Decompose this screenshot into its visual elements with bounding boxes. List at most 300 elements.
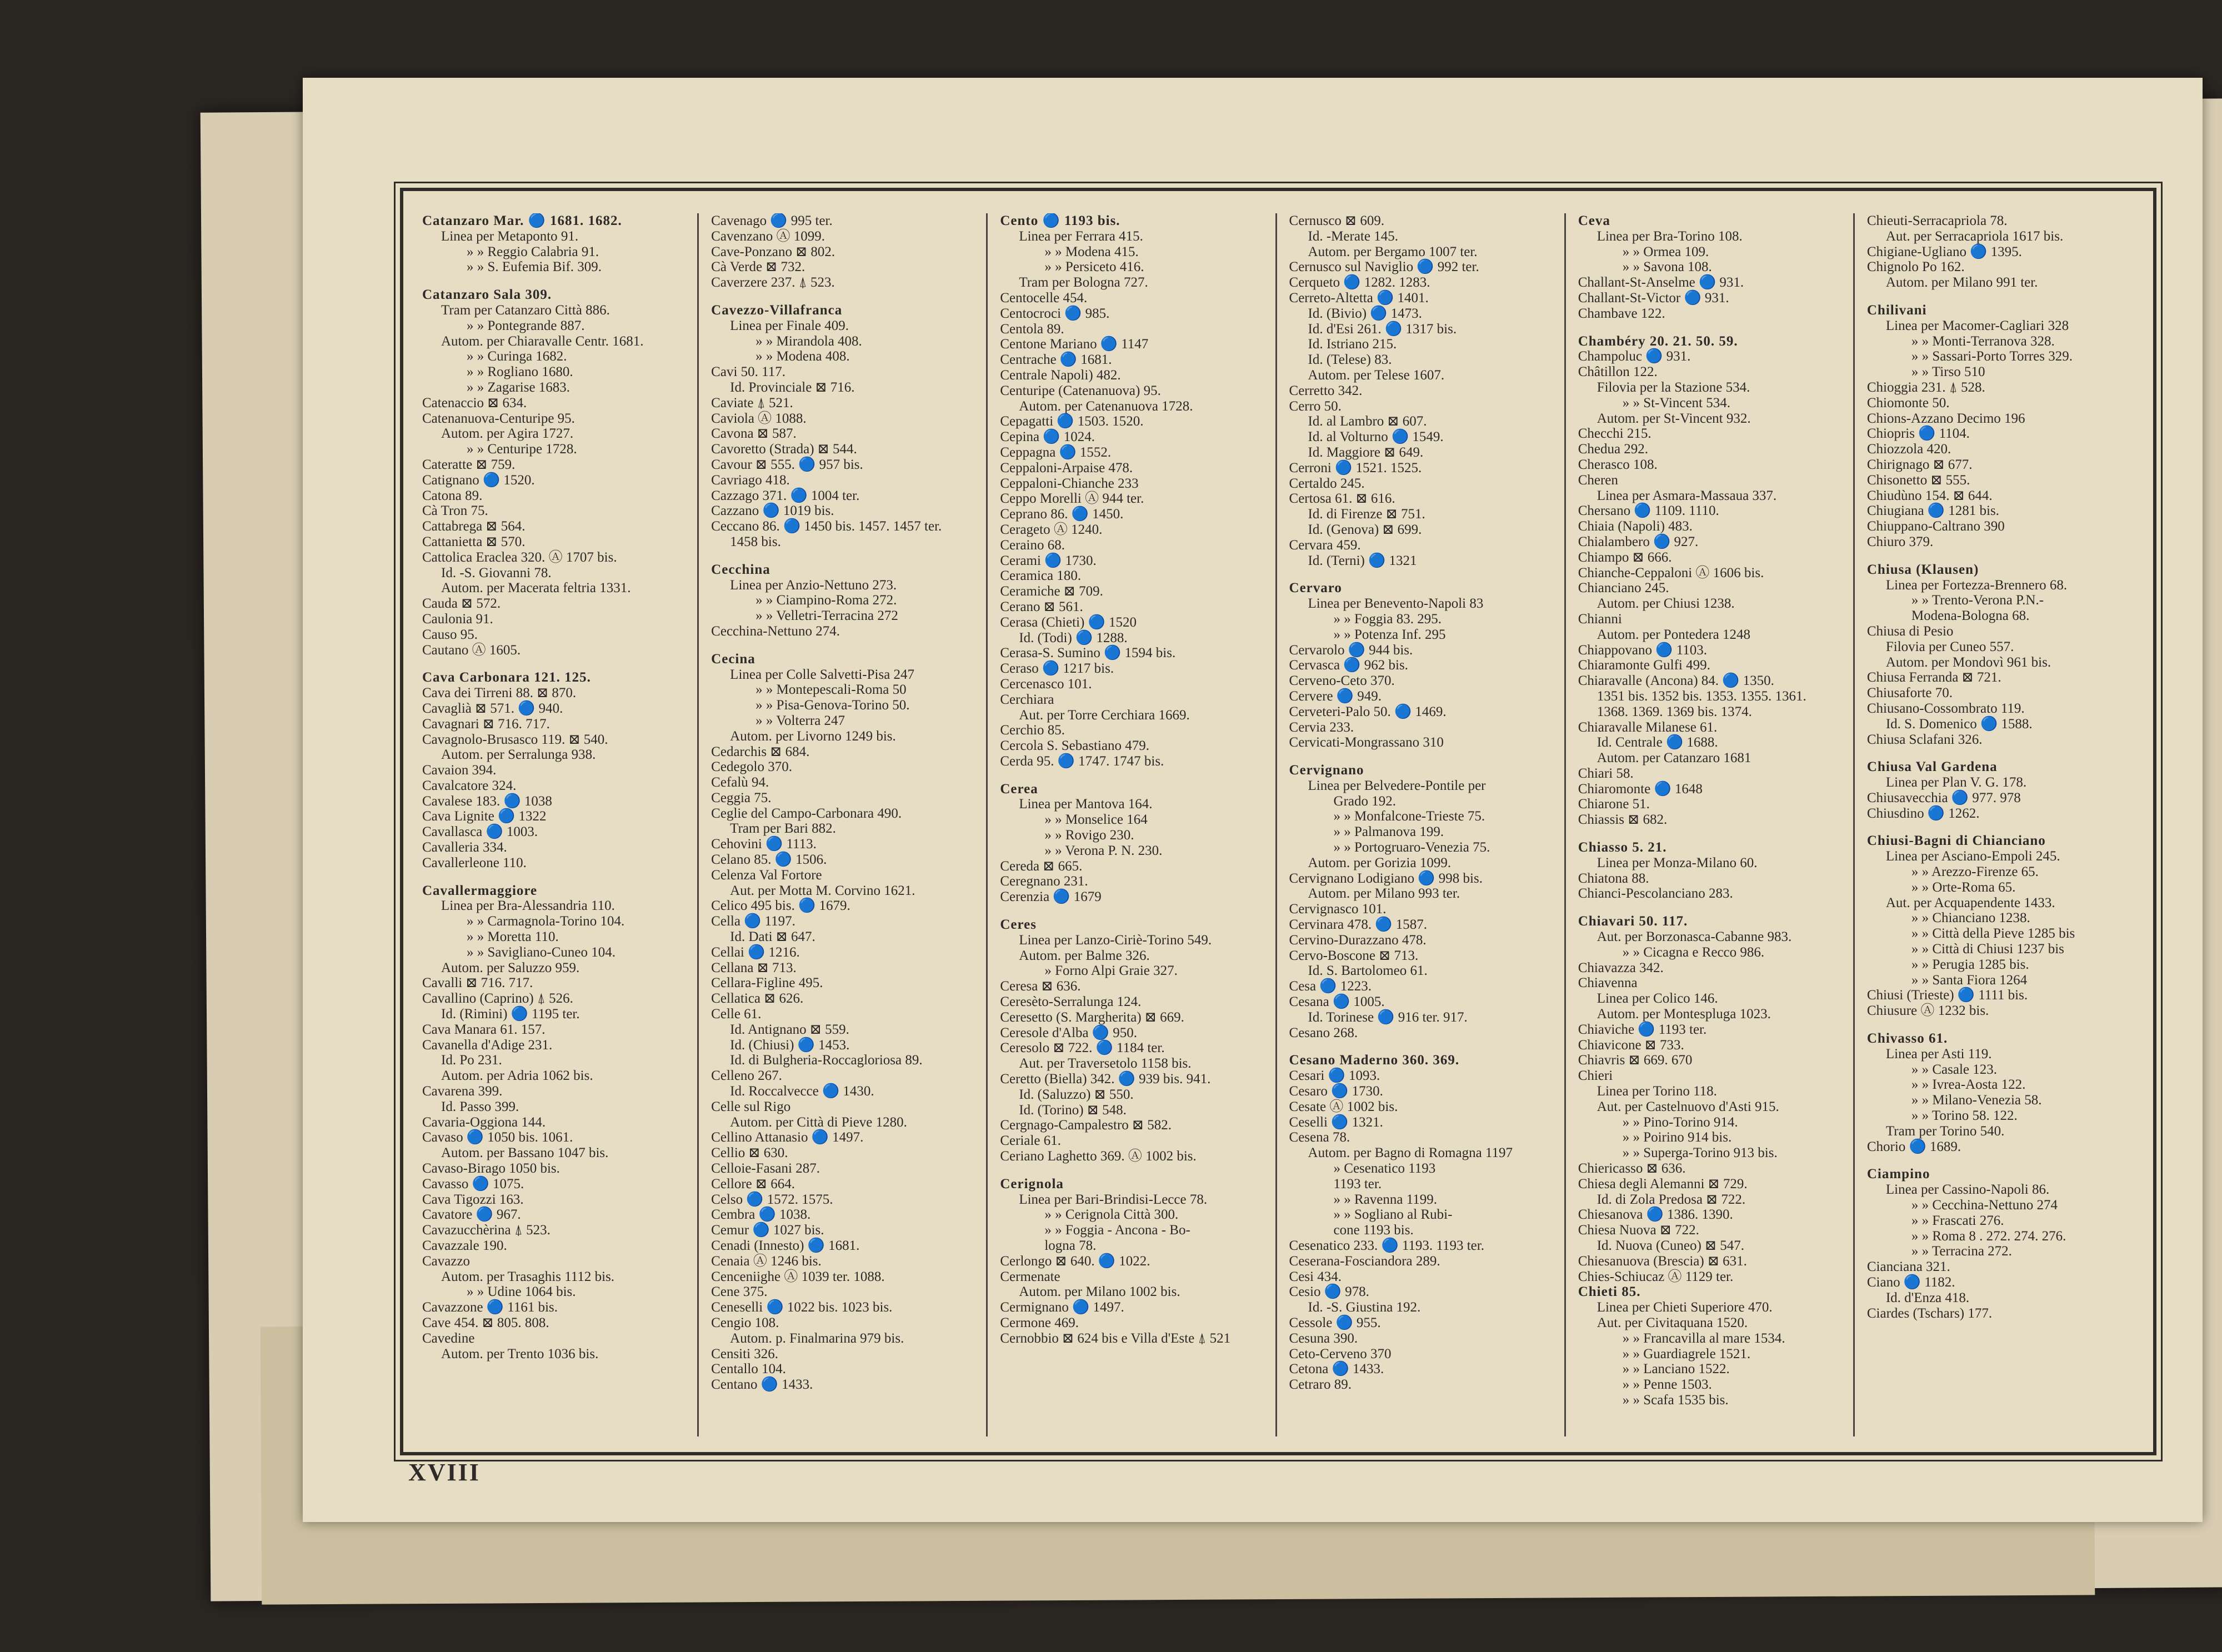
index-entry: Linea per Plan V. G. 178. <box>1885 775 2027 790</box>
index-entry: Cà Verde ⊠ 732. <box>711 259 805 275</box>
index-entry: Cermenate <box>1000 1269 1060 1284</box>
index-entry: Id. Po 231. <box>441 1053 502 1068</box>
index-entry: » » Persiceto 416. <box>1044 259 1144 275</box>
index-entry: Cavaso-Birago 1050 bis. <box>422 1161 560 1177</box>
index-entry: Linea per Bra-Torino 108. <box>1597 228 1743 244</box>
index-entry: Tram per Torino 540. <box>1885 1123 2005 1139</box>
index-entry: Cesari 🔵 1093. <box>1289 1068 1380 1084</box>
index-entry: Id. -S. Giustina 192. <box>1308 1300 1421 1315</box>
index-entry: » » Monti-Terranova 328. <box>1911 333 2055 349</box>
index-entry: » » Volterra 247 <box>755 713 845 728</box>
station-heading: Cento 🔵 1193 bis. <box>1000 213 1120 228</box>
index-entry: Cervara 459. <box>1289 537 1361 553</box>
index-entry: Cervia 233. <box>1289 719 1354 735</box>
index-entry: » » Pisa-Genova-Torino 50. <box>755 698 910 713</box>
index-entry: Cemur 🔵 1027 bis. <box>711 1223 824 1238</box>
index-entry: Autom. per Chiaravalle Centr. 1681. <box>441 333 644 349</box>
index-entry: » » Lanciano 1522. <box>1622 1361 1730 1377</box>
index-entry: » » Penne 1503. <box>1622 1377 1712 1393</box>
station-heading: Catanzaro Mar. 🔵 1681. 1682. <box>422 213 622 228</box>
index-entry: Chiudùno 154. ⊠ 644. <box>1866 488 1993 503</box>
index-entry: Cervere 🔵 949. <box>1289 688 1382 704</box>
index-entry: Autom. per Milano 993 ter. <box>1308 886 1460 902</box>
index-entry: Cavalli ⊠ 716. 717. <box>422 975 533 991</box>
index-entry: Cesana 🔵 1005. <box>1289 994 1385 1010</box>
index-entry: Cavenago 🔵 995 ter. <box>711 213 833 228</box>
index-entry: Cattanietta ⊠ 570. <box>422 534 526 549</box>
index-entry: Chianci-Pescolanciano 283. <box>1578 886 1733 902</box>
index-entry: Autom. per Chiusi 1238. <box>1597 596 1735 612</box>
index-entry: Cerchiara <box>1000 692 1054 707</box>
index-entry: Cellio ⊠ 630. <box>711 1145 788 1161</box>
index-entry: Autom. per Montespluga 1023. <box>1597 1007 1771 1022</box>
index-entry: » » Arezzo-Firenze 65. <box>1911 864 2039 880</box>
index-entry: Cerasa (Chieti) 🔵 1520 <box>1000 614 1137 630</box>
station-heading: Ceres <box>1000 917 1037 933</box>
index-entry: Id. (Todi) 🔵 1288. <box>1019 630 1128 645</box>
index-entry: Celso 🔵 1572. 1575. <box>711 1192 833 1207</box>
index-entry: Id. Maggiore ⊠ 649. <box>1308 444 1424 460</box>
spacer <box>1867 821 2135 833</box>
index-entry: Linea per Asciano-Empoli 245. <box>1885 849 2060 864</box>
index-entry: » » Pontegrande 887. <box>467 318 585 333</box>
index-entry: Aut. per Motta M. Corvino 1621. <box>730 883 915 898</box>
index-entry: Cavalese 183. 🔵 1038 <box>422 793 552 809</box>
index-entry: Cerchio 85. <box>1000 723 1065 738</box>
index-entry: Aut. per Serracapriola 1617 bis. <box>1885 228 2064 244</box>
index-entry: » » Sogliano al Rubi- <box>1333 1207 1453 1223</box>
index-entry: » » Francavilla al mare 1534. <box>1622 1330 1785 1346</box>
index-entry: » » Milano-Venezia 58. <box>1911 1093 2042 1108</box>
index-entry: Ceto-Cerveno 370 <box>1289 1346 1392 1361</box>
index-entry: Filovia per la Stazione 534. <box>1597 379 1750 395</box>
index-entry: Cavallerleone 110. <box>422 855 527 870</box>
index-entry: Autom. per Pontedera 1248 <box>1597 627 1751 642</box>
index-entry: Autom. p. Finalmarina 979 bis. <box>730 1330 904 1346</box>
index-entry: Id. al Volturno 🔵 1549. <box>1308 429 1444 445</box>
index-entry: Chiugiana 🔵 1281 bis. <box>1866 503 1999 519</box>
station-heading: Chivasso 61. <box>1866 1031 1948 1047</box>
station-heading: Catanzaro Sala 309. <box>422 287 552 303</box>
index-entry: Catenaccio ⊠ 634. <box>422 395 527 411</box>
timetable-page <box>303 78 2203 1522</box>
index-frame <box>400 188 2156 1455</box>
index-entry: Chialambero 🔵 927. <box>1578 534 1699 549</box>
index-column-5 <box>1578 213 1855 1436</box>
index-entry: Id. al Lambro ⊠ 607. <box>1308 414 1427 429</box>
index-entry: Chiusa Ferranda ⊠ 721. <box>1866 670 2001 685</box>
index-entry: Id. (Bivio) 🔵 1473. <box>1308 306 1422 321</box>
index-entry: Autom. per Balme 326. <box>1019 948 1150 963</box>
index-entry: Cellore ⊠ 664. <box>711 1176 795 1192</box>
index-entry: Cervarolo 🔵 944 bis. <box>1289 642 1413 658</box>
index-entry: Linea per Asti 119. <box>1885 1046 1992 1062</box>
spacer <box>1867 1154 2135 1167</box>
index-entry: Ceprano 86. 🔵 1450. <box>1000 507 1124 522</box>
index-entry: Cavaion 394. <box>422 763 497 778</box>
index-entry: 1368. 1369. 1369 bis. 1374. <box>1597 704 1752 719</box>
index-entry: Cervignasco 101. <box>1289 902 1387 917</box>
index-entry: Id. Istriano 215. <box>1308 337 1397 352</box>
index-entry: Linea per Lanzo-Ciriè-Torino 549. <box>1019 932 1212 948</box>
index-entry: Cernusco ⊠ 609. <box>1289 213 1385 228</box>
index-entry: Aut. per Torre Cerchiara 1669. <box>1019 707 1190 723</box>
index-entry: » » Santa Fiora 1264 <box>1911 972 2028 988</box>
index-entry: Id. (Telese) 83. <box>1308 352 1392 368</box>
index-entry: Chiesanuova (Brescia) ⊠ 631. <box>1578 1253 1747 1269</box>
index-entry: » » S. Eufemia Bif. 309. <box>467 259 602 275</box>
index-entry: Chignolo Po 162. <box>1866 259 1965 275</box>
index-entry: Chiusavecchia 🔵 977. 978 <box>1866 790 2021 805</box>
index-entry: » » Modena 408. <box>755 349 850 364</box>
index-entry: Cavazzo <box>422 1253 471 1269</box>
spacer <box>1578 902 1846 914</box>
index-entry: Celle 61. <box>711 1007 762 1022</box>
index-entry: Id. -S. Giovanni 78. <box>441 565 552 580</box>
index-entry: Cesenatico 233. 🔵 1193. 1193 ter. <box>1289 1238 1484 1253</box>
index-entry: Caviate ⍋ 521. <box>711 395 793 411</box>
index-entry: Cave 454. ⊠ 805. 808. <box>422 1315 549 1330</box>
index-entry: » » Sassari-Porto Torres 329. <box>1911 349 2073 364</box>
index-entry: Linea per Bra-Alessandria 110. <box>441 898 615 914</box>
index-entry: Celico 495 bis. 🔵 1679. <box>711 898 850 914</box>
index-entry: » » Zagarise 1683. <box>467 379 570 395</box>
index-entry: » » Modena 415. <box>1044 244 1139 259</box>
index-entry: » » Torino 58. 122. <box>1911 1108 2018 1124</box>
spacer <box>1289 1040 1558 1053</box>
index-entry: » » Savona 108. <box>1622 259 1712 275</box>
station-heading: Cecchina <box>711 562 770 577</box>
index-entry: » » Monfalcone-Trieste 75. <box>1333 809 1485 824</box>
index-entry: Id. S. Domenico 🔵 1588. <box>1885 716 2033 732</box>
index-entry: Cavaglià ⊠ 571. 🔵 940. <box>422 700 563 716</box>
index-entry: » » Terracina 272. <box>1911 1244 2012 1259</box>
index-entry: Challant-St-Victor 🔵 931. <box>1578 290 1729 306</box>
spacer <box>1867 1019 2135 1031</box>
index-entry: Cavagnari ⊠ 716. 717. <box>422 716 550 732</box>
station-heading: Cerignola <box>1000 1176 1064 1192</box>
index-entry: Cherasco 108. <box>1578 457 1658 472</box>
index-entry: Chigiane-Ugliano 🔵 1395. <box>1866 244 2022 259</box>
index-entry: Cavallino (Caprino) ⍋ 526. <box>422 991 573 1007</box>
index-entry: Cergnago-Campalestro ⊠ 582. <box>1000 1118 1172 1133</box>
index-entry: Cercenasco 101. <box>1000 676 1092 692</box>
index-entry: Autom. per Bergamo 1007 ter. <box>1308 244 1478 259</box>
index-entry: Chiesa Nuova ⊠ 722. <box>1578 1223 1699 1238</box>
index-entry: » » Orte-Roma 65. <box>1911 879 2016 895</box>
index-entry: » » Guardiagrele 1521. <box>1622 1346 1751 1361</box>
spacer <box>1867 291 2135 303</box>
index-entry: Cepagatti 🔵 1503. 1520. <box>1000 414 1144 429</box>
station-heading: Cerea <box>1000 781 1038 797</box>
index-entry: Chiesa degli Alemanni ⊠ 729. <box>1578 1176 1748 1192</box>
index-entry: Id. Passo 399. <box>441 1099 519 1114</box>
index-column-1 <box>422 213 699 1436</box>
index-entry: Catona 89. <box>422 488 483 503</box>
index-entry: » » Udine 1064 bis. <box>467 1284 576 1300</box>
index-entry: Chiozzola 420. <box>1866 442 1951 457</box>
index-entry: Chiampo ⊠ 666. <box>1578 549 1672 565</box>
index-entry: Cavazzale 190. <box>422 1238 507 1253</box>
index-entry: Cervo-Boscone ⊠ 713. <box>1289 948 1419 963</box>
index-entry: Chedua 292. <box>1578 442 1649 457</box>
index-column-2 <box>711 213 988 1436</box>
index-entry: Chiopris 🔵 1104. <box>1866 426 1970 442</box>
spacer <box>1578 828 1846 840</box>
index-entry: Id. d'Esi 261. 🔵 1317 bis. <box>1308 321 1457 337</box>
index-entry: Chianche-Ceppaloni Ⓐ 1606 bis. <box>1578 565 1764 580</box>
index-entry: Chiavazza 342. <box>1578 960 1664 975</box>
index-entry: Autom. per Trento 1036 bis. <box>441 1346 599 1361</box>
index-entry: Ceggia 75. <box>711 790 772 805</box>
index-entry: Cerretto 342. <box>1289 383 1363 398</box>
index-entry: Aut. per Castelnuovo d'Asti 915. <box>1597 1099 1779 1114</box>
index-entry: Cavarena 399. <box>422 1084 503 1099</box>
index-entry: Cetona 🔵 1433. <box>1289 1361 1384 1377</box>
index-entry: Linea per Finale 409. <box>730 318 849 333</box>
index-entry: logna 78. <box>1044 1238 1097 1253</box>
index-entry: Cervino-Durazzano 478. <box>1289 932 1427 948</box>
index-entry: » » Superga-Torino 913 bis. <box>1622 1145 1778 1161</box>
index-entry: Tram per Bari 882. <box>730 821 836 837</box>
index-entry: Chioggia 231. ⍋ 528. <box>1866 379 1985 395</box>
index-entry: Cavazucchèrina ⍋ 523. <box>422 1223 551 1238</box>
index-entry: » » Potenza Inf. 295 <box>1333 627 1446 642</box>
index-entry: Cavenzano Ⓐ 1099. <box>711 228 825 244</box>
index-entry: Autom. per Trasaghis 1112 bis. <box>441 1269 615 1284</box>
index-entry: Cenadi (Innesto) 🔵 1681. <box>711 1238 860 1253</box>
index-entry: Cavanella d'Adige 231. <box>422 1037 553 1053</box>
index-entry: Id. di Firenze ⊠ 751. <box>1308 507 1425 522</box>
index-entry: Certaldo 245. <box>1289 475 1365 491</box>
index-entry: Chiusa di Pesio <box>1866 623 1954 639</box>
index-entry: Id. (Saluzzo) ⊠ 550. <box>1019 1087 1134 1102</box>
index-entry: Cenceniighe Ⓐ 1039 ter. 1088. <box>711 1269 885 1284</box>
index-entry: Id. di Zola Predosa ⊠ 722. <box>1597 1192 1746 1207</box>
index-entry: Cernusco sul Naviglio 🔵 992 ter. <box>1289 259 1479 275</box>
index-entry: Linea per Mantova 164. <box>1019 797 1153 812</box>
index-entry: Celloie-Fasani 287. <box>711 1161 820 1177</box>
index-entry: Cervinara 478. 🔵 1587. <box>1289 917 1427 933</box>
index-entry: Ceneselli 🔵 1022 bis. 1023 bis. <box>711 1300 893 1315</box>
index-entry: Cerveno-Ceto 370. <box>1289 673 1395 689</box>
index-entry: Autom. per St-Vincent 932. <box>1597 411 1751 426</box>
index-entry: » » Trento-Verona P.N.- <box>1911 593 2044 608</box>
index-entry: » » Perugia 1285 bis. <box>1911 957 2029 972</box>
index-entry: » » Frascati 276. <box>1911 1213 2004 1228</box>
index-entry: Ceramiche ⊠ 709. <box>1000 584 1103 599</box>
index-entry: Ciardes (Tschars) 177. <box>1866 1305 1993 1321</box>
index-entry: Id. Antignano ⊠ 559. <box>730 1022 849 1037</box>
index-entry: Autom. per Bagno di Romagna 1197 <box>1308 1145 1513 1161</box>
index-entry: Cervignano Lodigiano 🔵 998 bis. <box>1289 870 1483 886</box>
index-entry: Autom. per Catenanuova 1728. <box>1019 398 1193 414</box>
index-entry: Aut. per Traversetolo 1158 bis. <box>1019 1056 1192 1072</box>
index-entry: » » Foggia - Ancona - Bo- <box>1044 1223 1190 1238</box>
index-entry: Linea per Belvedere-Pontile per <box>1308 778 1486 793</box>
station-heading: Cesano Maderno 360. 369. <box>1289 1053 1460 1068</box>
index-entry: Chions-Azzano Decimo 196 <box>1866 411 2025 426</box>
index-entry: Ceccano 86. 🔵 1450 bis. 1457. 1457 ter. <box>711 519 942 534</box>
index-entry: Autom. per Milano 991 ter. <box>1885 275 2038 291</box>
index-entry: Cava Manara 61. 157. <box>422 1022 546 1037</box>
station-heading: Cavezzo-Villafranca <box>711 302 843 318</box>
index-entry: Chiari 58. <box>1578 765 1634 781</box>
index-entry: Linea per Metaponto 91. <box>441 228 579 244</box>
index-entry: Chiaramonte Gulfi 499. <box>1578 658 1710 673</box>
index-entry: Cavaso 🔵 1050 bis. 1061. <box>422 1130 573 1145</box>
index-entry: Id. d'Enza 418. <box>1885 1290 1970 1305</box>
index-entry: » » Centuripe 1728. <box>467 442 577 457</box>
index-entry: Chiaravalle Milanese 61. <box>1578 719 1718 735</box>
index-entry: Cerreto-Altetta 🔵 1401. <box>1289 290 1429 306</box>
spacer <box>1000 1164 1268 1177</box>
spacer <box>1578 322 1846 334</box>
index-entry: » » Moretta 110. <box>467 929 559 945</box>
index-entry: » » Reggio Calabria 91. <box>467 244 599 259</box>
index-entry: » » Ivrea-Aosta 122. <box>1911 1077 2026 1093</box>
index-entry: Chiesanova 🔵 1386. 1390. <box>1578 1207 1733 1223</box>
index-entry: Cavi 50. 117. <box>711 364 785 380</box>
index-entry: Catignano 🔵 1520. <box>422 472 535 488</box>
index-entry: Chiericasso ⊠ 636. <box>1578 1161 1686 1177</box>
index-entry: Centocroci 🔵 985. <box>1000 306 1110 321</box>
index-entry: » » Monselice 164 <box>1044 812 1148 828</box>
station-heading: Cava Carbonara 121. 125. <box>422 670 591 685</box>
index-entry: » » Palmanova 199. <box>1333 824 1444 840</box>
index-entry: Ceresetto (S. Margherita) ⊠ 669. <box>1000 1009 1184 1025</box>
index-entry: Modena-Bologna 68. <box>1911 608 2030 624</box>
index-entry: Cauda ⊠ 572. <box>422 596 501 612</box>
index-entry: Cattabrega ⊠ 564. <box>422 519 526 534</box>
index-entry: Id. di Bulgheria-Roccagloriosa 89. <box>730 1053 923 1068</box>
index-entry: Cerqueto 🔵 1282. 1283. <box>1289 275 1430 291</box>
index-entry: » » Ormea 109. <box>1622 244 1709 259</box>
index-entry: » » Casale 123. <box>1911 1062 1997 1077</box>
index-entry: Chersano 🔵 1109. 1110. <box>1578 503 1719 519</box>
index-entry: Cava dei Tirreni 88. ⊠ 870. <box>422 685 577 701</box>
index-entry: » » Città della Pieve 1285 bis <box>1911 926 2075 942</box>
index-entry: Chiusi (Trieste) 🔵 1111 bis. <box>1866 988 2028 1003</box>
index-entry: » » Ravenna 1199. <box>1333 1192 1438 1207</box>
index-column-3 <box>1000 213 1277 1436</box>
index-entry: Autom. per Agira 1727. <box>441 426 574 442</box>
index-entry: Cave-Ponzano ⊠ 802. <box>711 244 835 259</box>
index-entry: Ceppo Morelli Ⓐ 944 ter. <box>1000 491 1144 507</box>
index-entry: Centano 🔵 1433. <box>711 1377 813 1393</box>
index-entry: » » Roma 8 . 272. 274. 276. <box>1911 1228 2066 1244</box>
index-entry: Centone Mariano 🔵 1147 <box>1000 337 1149 352</box>
index-entry: Cesi 434. <box>1289 1269 1342 1284</box>
station-heading: Ciampino <box>1866 1167 1930 1182</box>
index-entry: Tram per Catanzaro Città 886. <box>441 302 610 318</box>
index-entry: Chiomonte 50. <box>1866 395 1950 411</box>
index-entry: Ceresole d'Alba 🔵 950. <box>1000 1025 1138 1040</box>
index-entry: Id. (Rimini) 🔵 1195 ter. <box>441 1007 580 1022</box>
index-entry: Chiavicone ⊠ 733. <box>1578 1037 1684 1053</box>
index-entry: Cerda 95. 🔵 1747. 1747 bis. <box>1000 753 1164 769</box>
index-entry: Cerlongo ⊠ 640. 🔵 1022. <box>1000 1253 1150 1269</box>
index-entry: Linea per Ferrara 415. <box>1019 228 1143 244</box>
index-entry: » » Foggia 83. 295. <box>1333 611 1442 627</box>
index-entry: Linea per Fortezza-Brennero 68. <box>1885 577 2068 593</box>
index-entry: Linea per Colle Salvetti-Pisa 247 <box>730 667 915 682</box>
index-entry: Id. -Merate 145. <box>1308 228 1398 244</box>
index-entry: Cesuna 390. <box>1289 1330 1358 1346</box>
index-entry: » » Curinga 1682. <box>467 349 567 364</box>
index-entry: Autom. per Milano 1002 bis. <box>1019 1284 1180 1300</box>
index-entry: Chiaviche 🔵 1193 ter. <box>1578 1022 1707 1037</box>
index-entry: Cella 🔵 1197. <box>711 914 795 929</box>
index-entry: Linea per Cassino-Napoli 86. <box>1885 1182 2050 1198</box>
spacer <box>711 639 979 652</box>
index-entry: Chiuppano-Caltrano 390 <box>1866 519 2005 534</box>
index-entry: Cereda ⊠ 665. <box>1000 858 1083 874</box>
index-entry: Autom. per Macerata feltria 1331. <box>441 580 631 596</box>
index-entry: Cavagnolo-Brusasco 119. ⊠ 540. <box>422 732 608 747</box>
index-entry: Linea per Benevento-Napoli 83 <box>1308 596 1484 612</box>
spacer <box>711 550 979 562</box>
index-entry: Chiaia (Napoli) 483. <box>1578 519 1693 534</box>
index-entry: Causo 95. <box>422 627 478 642</box>
index-entry: Ceppaloni-Arpaise 478. <box>1000 460 1133 475</box>
index-entry: Ceraso 🔵 1217 bis. <box>1000 661 1114 677</box>
index-entry: » » Città di Chiusi 1237 bis <box>1911 942 2064 957</box>
index-entry: Id. Dati ⊠ 647. <box>730 929 815 945</box>
index-entry: » » Portogruaro-Venezia 75. <box>1333 840 1490 855</box>
index-entry: Cesano 268. <box>1289 1025 1358 1040</box>
index-entry: Celle sul Rigo <box>711 1099 791 1114</box>
index-entry: Autom. per Telese 1607. <box>1308 367 1445 383</box>
index-entry: » » St-Vincent 534. <box>1622 395 1730 411</box>
index-entry: Ceretto (Biella) 342. 🔵 939 bis. 941. <box>1000 1072 1211 1087</box>
station-heading: Cervaro <box>1289 580 1342 596</box>
index-entry: Linea per Bari-Brindisi-Lecce 78. <box>1019 1192 1208 1207</box>
index-entry: 1458 bis. <box>730 534 781 549</box>
index-entry: » » Ciampino-Roma 272. <box>755 593 897 608</box>
index-entry: Cavalcatore 324. <box>422 778 517 793</box>
index-entry: Cavalleria 334. <box>422 840 507 855</box>
index-entry: Ceppaloni-Chianche 233 <box>1000 475 1139 491</box>
index-entry: Autom. per Catanzaro 1681 <box>1597 750 1751 766</box>
index-columns <box>422 213 2142 1436</box>
index-entry: 1193 ter. <box>1333 1176 1382 1192</box>
index-entry: Id. S. Bartolomeo 61. <box>1308 963 1428 979</box>
index-entry: Châtillon 122. <box>1578 364 1658 380</box>
index-entry: Censiti 326. <box>711 1346 779 1361</box>
index-entry: Id. Provinciale ⊠ 716. <box>730 379 855 395</box>
index-entry: Cavasso 🔵 1075. <box>422 1176 524 1192</box>
index-entry: Cetraro 89. <box>1289 1377 1352 1393</box>
index-entry: Autom. per Saluzzo 959. <box>441 960 580 975</box>
index-entry: cone 1193 bis. <box>1333 1223 1414 1238</box>
index-entry: Cava Lignite 🔵 1322 <box>422 809 547 824</box>
index-entry: Champoluc 🔵 931. <box>1578 349 1691 364</box>
station-heading: Chiusi-Bagni di Chianciano <box>1866 833 2046 849</box>
index-entry: Cà Tron 75. <box>422 503 488 519</box>
index-entry: Chiavris ⊠ 669. 670 <box>1578 1053 1693 1068</box>
index-entry: Cianciana 321. <box>1866 1259 1950 1275</box>
index-entry: » » Cicagna e Recco 986. <box>1622 944 1765 960</box>
index-entry: Chiusdino 🔵 1262. <box>1866 805 1980 821</box>
index-entry: Autom. per Livorno 1249 bis. <box>730 728 896 744</box>
station-heading: Chiasso 5. 21. <box>1578 840 1667 855</box>
index-entry: Cehovini 🔵 1113. <box>711 837 817 852</box>
index-entry: » Forno Alpi Graie 327. <box>1044 963 1178 979</box>
index-entry: Chiusaforte 70. <box>1866 685 1953 701</box>
index-entry: Cepina 🔵 1024. <box>1000 429 1095 445</box>
index-entry: » » Verona P. N. 230. <box>1044 843 1163 858</box>
